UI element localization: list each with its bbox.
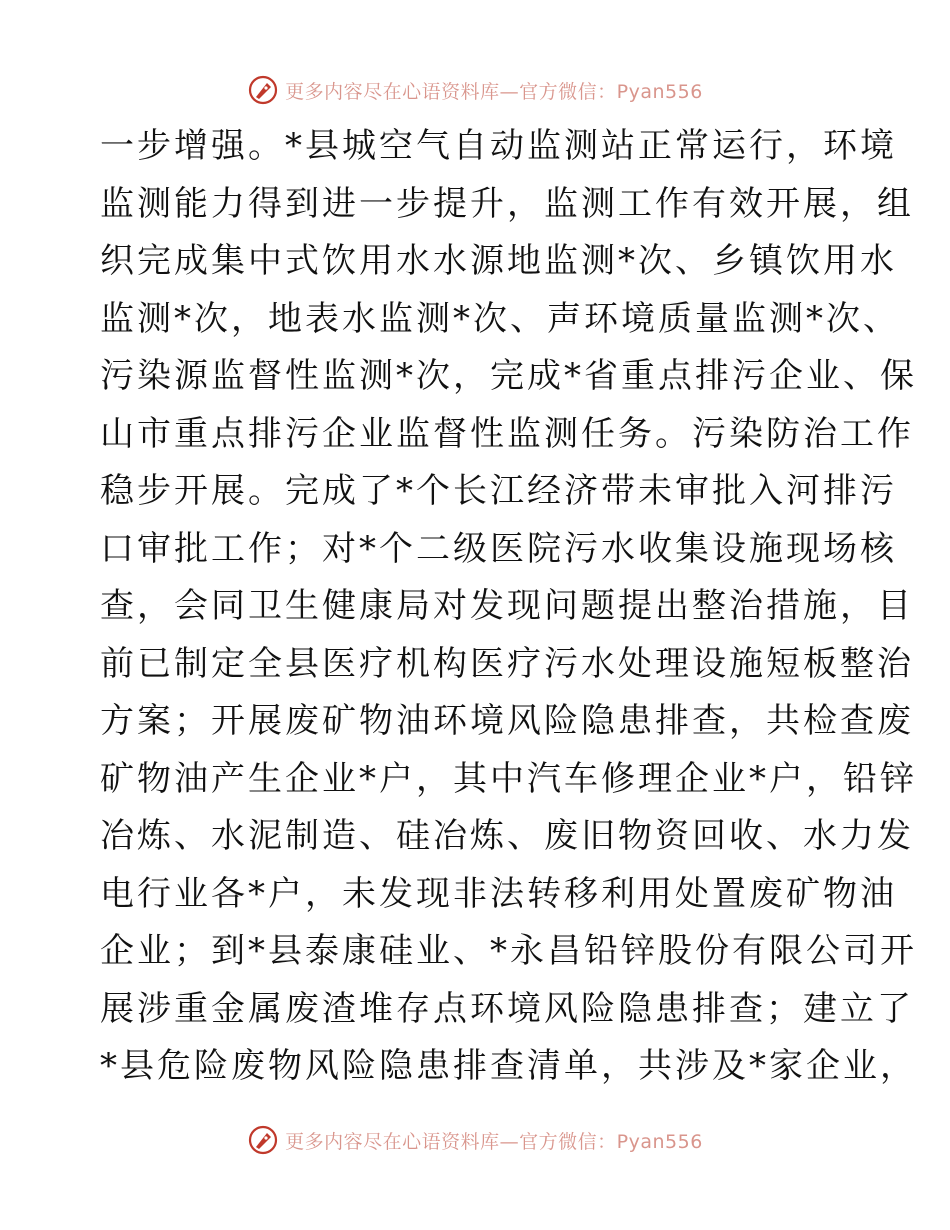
pen-nib-logo-icon bbox=[247, 1124, 279, 1156]
header-banner bbox=[0, 70, 950, 110]
body-line: 冶炼、水泥制造、硅冶炼、废旧物资回收、水力发 bbox=[100, 816, 914, 856]
body-line: *县危险废物风险隐患排查清单，共涉及*家企业， bbox=[100, 1046, 917, 1086]
body-line: 矿物油产生企业*户，其中汽车修理企业*户，铅锌 bbox=[100, 758, 917, 799]
header-banner-text: 更多内容尽在心语资料库—官方微信：Pyan556 bbox=[285, 80, 703, 103]
body-line: 织完成集中式饮用水水源地监测*次、乡镇饮用水 bbox=[100, 241, 897, 281]
footer-banner-text: 更多内容尽在心语资料库—官方微信：Pyan556 bbox=[285, 1130, 703, 1153]
footer-wechat-id: Pyan556 bbox=[616, 1130, 703, 1153]
body-line: 前已制定全县医疗机构医疗污水处理设施短板整治 bbox=[100, 643, 914, 684]
body-line: 山市重点排污企业监督性监测任务。污染防治工作 bbox=[100, 413, 914, 454]
body-line: 方案；开展废矿物油环境风险隐患排查，共检查废 bbox=[100, 701, 914, 741]
body-line: 查，会同卫生健康局对发现问题提出整治措施，目 bbox=[100, 586, 914, 626]
body-line: 监测*次，地表水监测*次、声环境质量监测*次、 bbox=[100, 298, 900, 339]
body-line: 展涉重金属废渣堆存点环境风险隐患排查；建立了 bbox=[100, 988, 914, 1029]
header-wechat-id: Pyan556 bbox=[616, 80, 703, 103]
body-line: 污染源监督性监测*次，完成*省重点排污企业、保 bbox=[100, 356, 917, 396]
body-line: 电行业各*户，未发现非法转移利用处置废矿物油 bbox=[100, 873, 897, 914]
body-line: 监测能力得到进一步提升，监测工作有效开展，组 bbox=[100, 183, 914, 224]
document-body bbox=[100, 118, 917, 1096]
pen-nib-logo-icon bbox=[247, 74, 279, 106]
footer-banner bbox=[0, 1120, 950, 1160]
body-line: 口审批工作；对*个二级医院污水收集设施现场核 bbox=[100, 528, 897, 569]
body-line: 企业；到*县泰康硅业、*永昌铅锌股份有限公司开 bbox=[100, 931, 917, 971]
body-line: 稳步开展。完成了*个长江经济带未审批入河排污 bbox=[100, 471, 897, 511]
body-line: 一步增强。*县城空气自动监测站正常运行，环境 bbox=[100, 126, 897, 166]
